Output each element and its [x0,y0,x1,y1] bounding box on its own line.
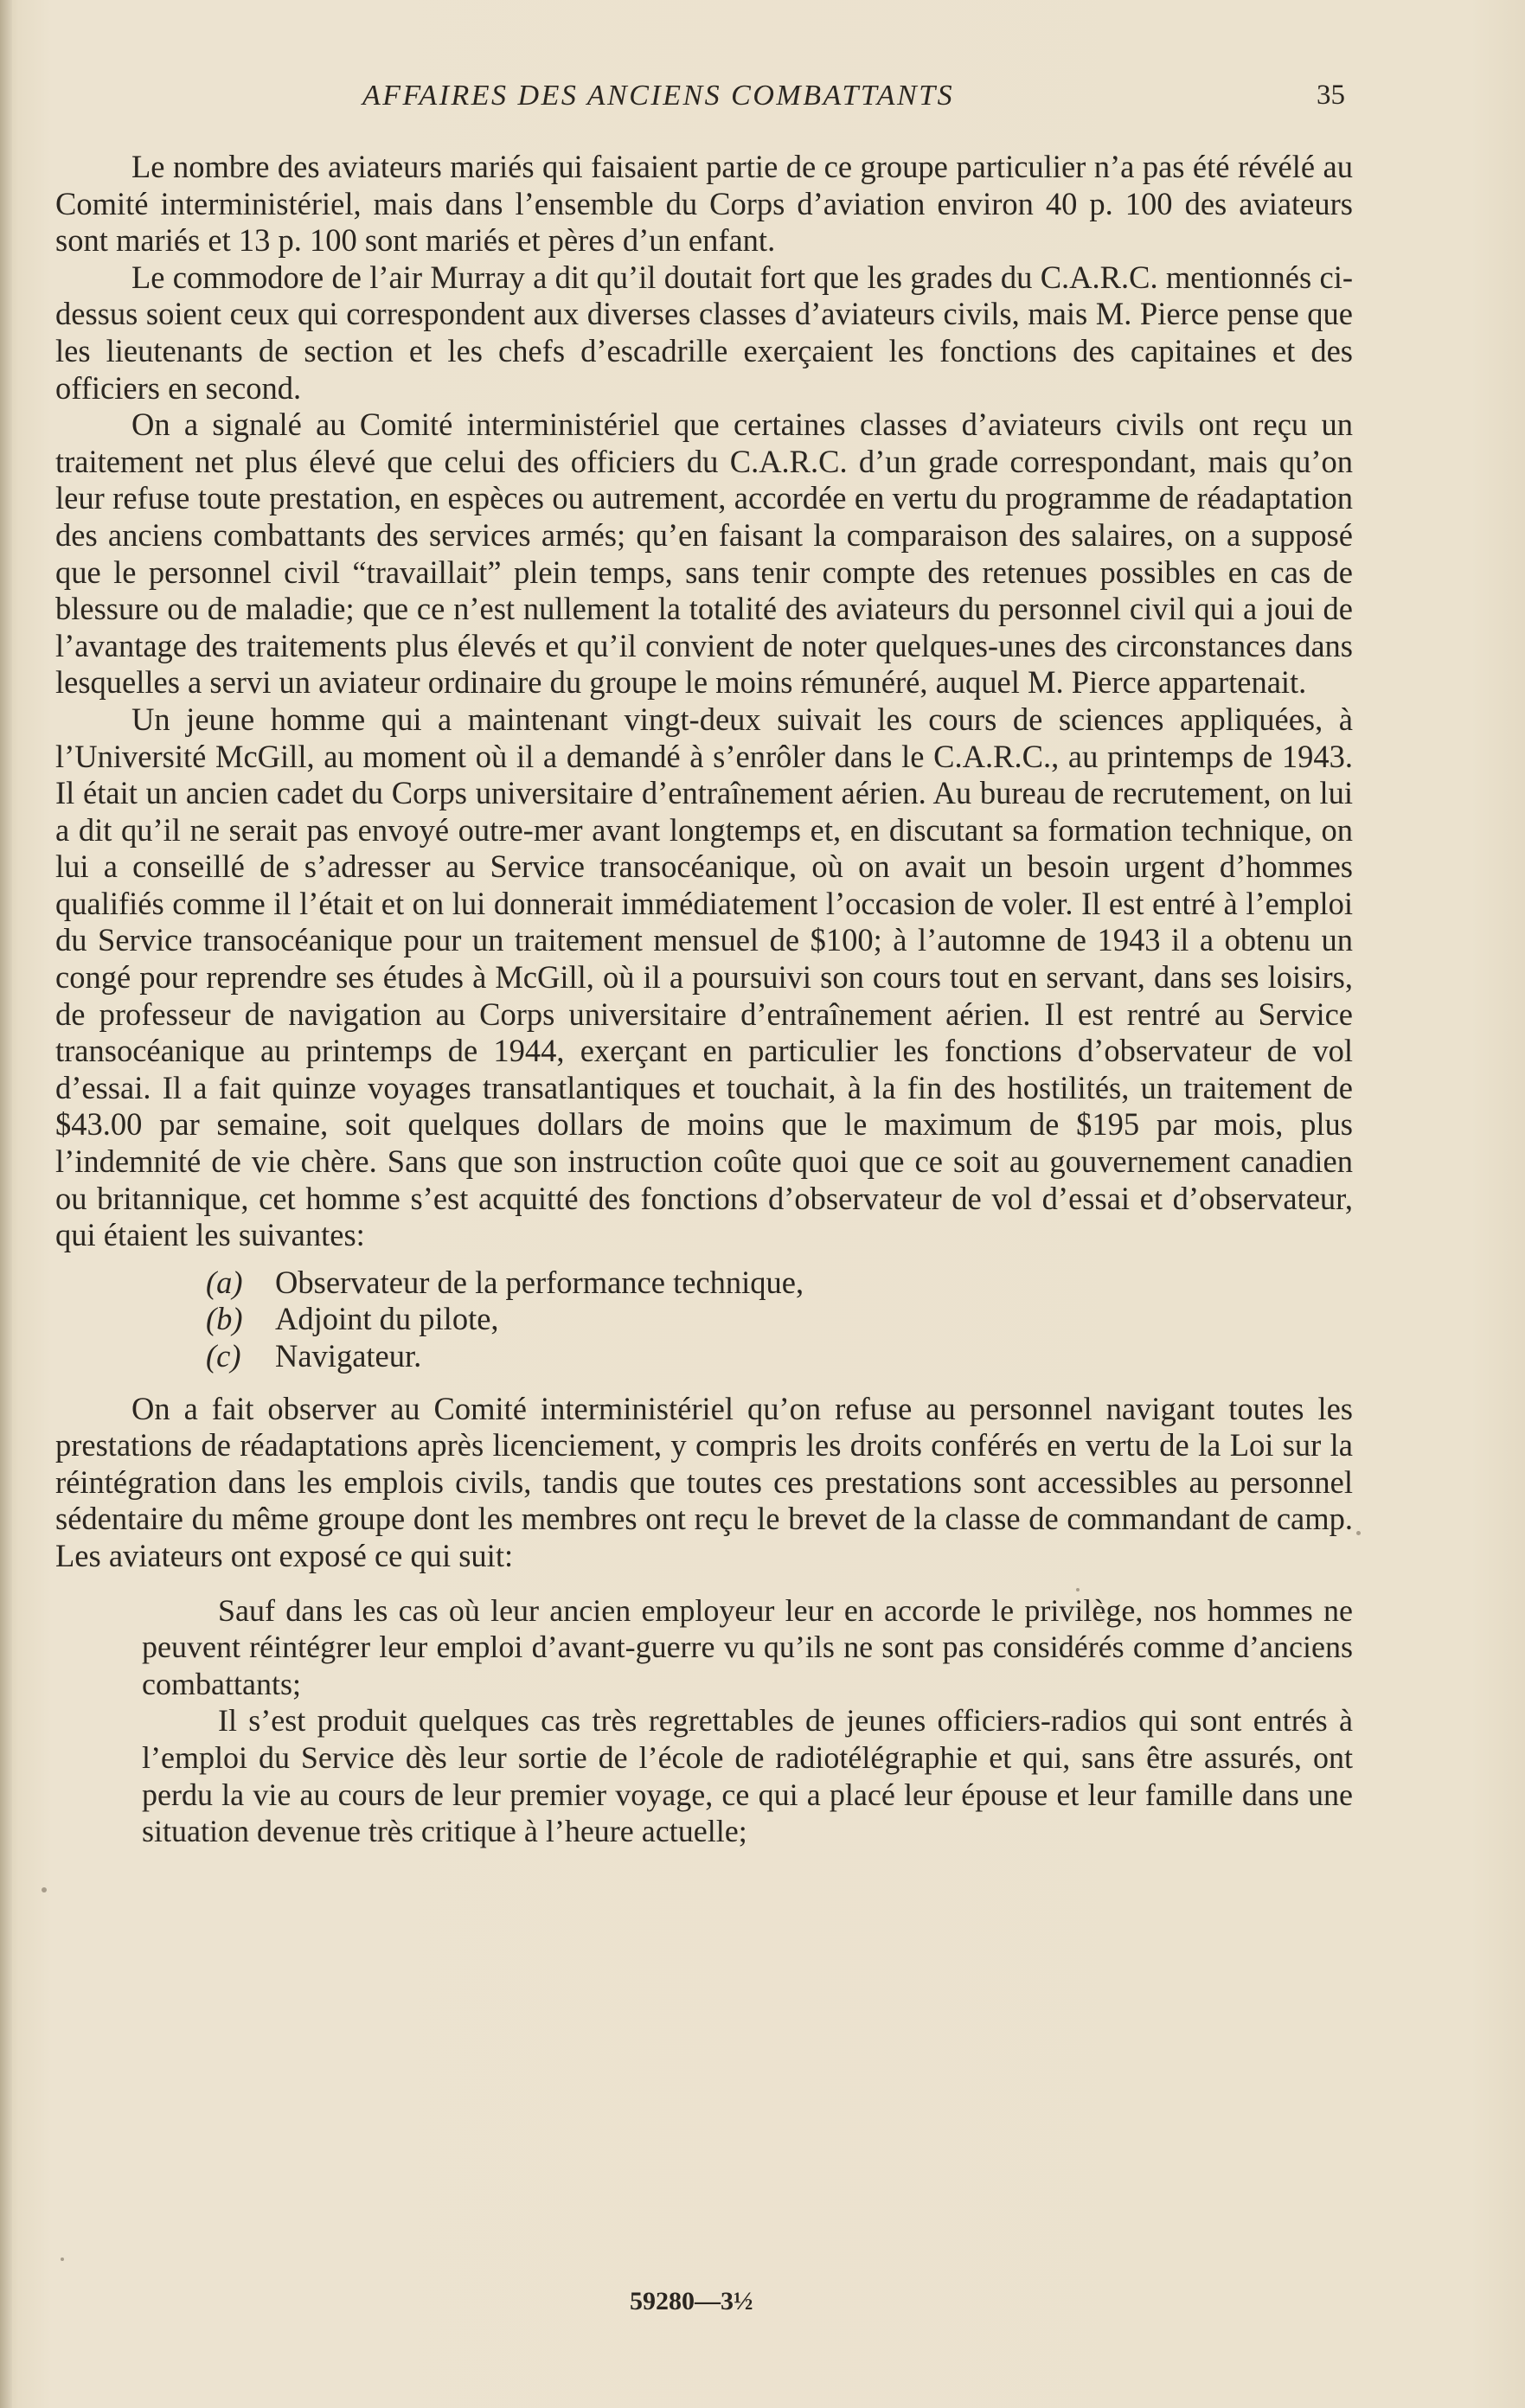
list-item-text: Adjoint du pilote, [275,1301,499,1337]
list-item-text: Navigateur. [275,1338,422,1374]
list-marker: (a) [206,1264,243,1300]
list-marker: (b) [206,1301,243,1337]
spacer [55,1575,1353,1592]
running-title: AFFAIRES DES ANCIENS COMBATTANTS [362,80,955,112]
paper-speck [1356,1531,1361,1535]
paper-speck [61,2258,64,2261]
body-text [55,149,1353,1850]
list-item [206,1301,1353,1338]
footer-printer-code: 59280—3½ [630,2287,753,2315]
list-item [206,1338,1353,1375]
list-item [206,1265,1353,1302]
paragraph: Le nombre des aviateurs mariés qui faisaient partie de ce groupe particulier n’a pas été révélé au Comité interministériel, mais dans l’ensemble du Corps d’aviation environ 40 p. 100 des aviateurs sont mariés et 13 p. 100 sont mariés et pères d’un enfant. [55,149,1353,259]
list-item-text: Observateur de la performance technique, [275,1264,804,1300]
paragraph: Le commodore de l’air Murray a dit qu’il doutait fort que les grades du C.A.R.C. mentionnés ci-dessus soient ceux qui correspondent aux diverses classes d’aviateurs civils, mais M. Pierce pense que les lieutenants de section et les chefs d’escadrille exerçaient les fonctions des capitaines et des officiers en second. [55,259,1353,406]
paragraph: Un jeune homme qui a maintenant vingt-deux suivait les cours de sciences appliquées, à l’Université McGill, au moment où il a demandé à s’enrôler dans le C.A.R.C., au printemps de 1943. Il était un ancien cadet du Corps universitaire d’entraînement aérien. Au bureau de recrutement, on lui a dit qu’il ne serait pas envoyé outre-mer avant longtemps et, en discutant sa formation technique, on lui a conseillé de s’adresser au Service transocéanique, où on avait un besoin urgent d’hommes qualifiés comme il l’était et on lui donnerait immédiatement l’occasion de voler. Il est entré à l’emploi du Service transocéanique pour un traitement mensuel de $100; à l’automne de 1943 il a obtenu un congé pour reprendre ses études à McGill, où il a poursuivi son cours tout en servant, dans ses loisirs, de professeur de navigation au Corps universitaire d’entraînement aérien. Il est rentré au Service transocéanique au printemps de 1944, exerçant en particulier les fonctions d’observateur de vol d’essai. Il a fait quinze voyages transatlantiques et touchait, à la fin des hostilités, un traitement de $43.00 par semaine, soit quelques dollars de moins que le maximum de $195 par mois, plus l’indemnité de vie chère. Sans que son instruction coûte quoi que ce soit au gouvernement canadien ou britannique, cet homme s’est acquitté des fonctions d’observateur de vol d’essai et d’observateur, qui étaient les suivantes: [55,701,1353,1253]
paper-speck [1076,1588,1080,1591]
page-header [55,80,1353,123]
page-number: 35 [1317,80,1345,111]
duties-list [55,1265,1353,1375]
quoted-paragraph: Sauf dans les cas où leur ancien employeur leur en accorde le privilège, nos hommes ne peuvent réintégrer leur emploi d’avant-guerre vu qu’ils ne sont pas considérés comme d’anciens combattants; [142,1592,1353,1701]
paper-speck [42,1887,47,1892]
quoted-paragraph: Il s’est produit quelques cas très regrettables de jeunes officiers-radios qui sont entrés à l’emploi du Service dès leur sortie de l’école de radiotélégraphie et qui, sans être assurés, ont perdu la vie au cours de leur premier voyage, ce qui a placé leur épouse et leur famille dans une situation devenue très critique à l’heure actuelle; [142,1703,1353,1849]
paragraph: On a signalé au Comité interministériel que certaines classes d’aviateurs civils ont reçu un traitement net plus élevé que celui des officiers du C.A.R.C. d’un grade correspondant, mais qu’on leur refuse toute prestation, en espèces ou autrement, accordée en vertu du programme de réadaptation des anciens combattants des services armés; qu’en faisant la comparaison des salaires, on a supposé que le personnel civil “travaillait” plein temps, sans tenir compte des retenues possibles en cas de blessure ou de maladie; que ce n’est nullement la totalité des aviateurs du personnel civil qui a joui de l’avantage des traitements plus élevés et qu’il convient de noter quelques-unes des circonstances dans lesquelles a servi un aviateur ordinaire du groupe le moins rémunéré, auquel M. Pierce appartenait. [55,407,1353,701]
list-marker: (c) [206,1338,241,1374]
paragraph: On a fait observer au Comité interministériel qu’on refuse au personnel navigant toutes les prestations de réadaptations après licenciement, y compris les droits conférés en vertu de la Loi sur la réintégration dans les emplois civils, tandis que toutes ces prestations sont accessibles au personnel sédentaire du même groupe dont les membres ont reçu le brevet de la classe de commandant de camp. Les aviateurs ont exposé ce qui suit: [55,1390,1353,1573]
page-edge-shadow [0,0,12,2408]
